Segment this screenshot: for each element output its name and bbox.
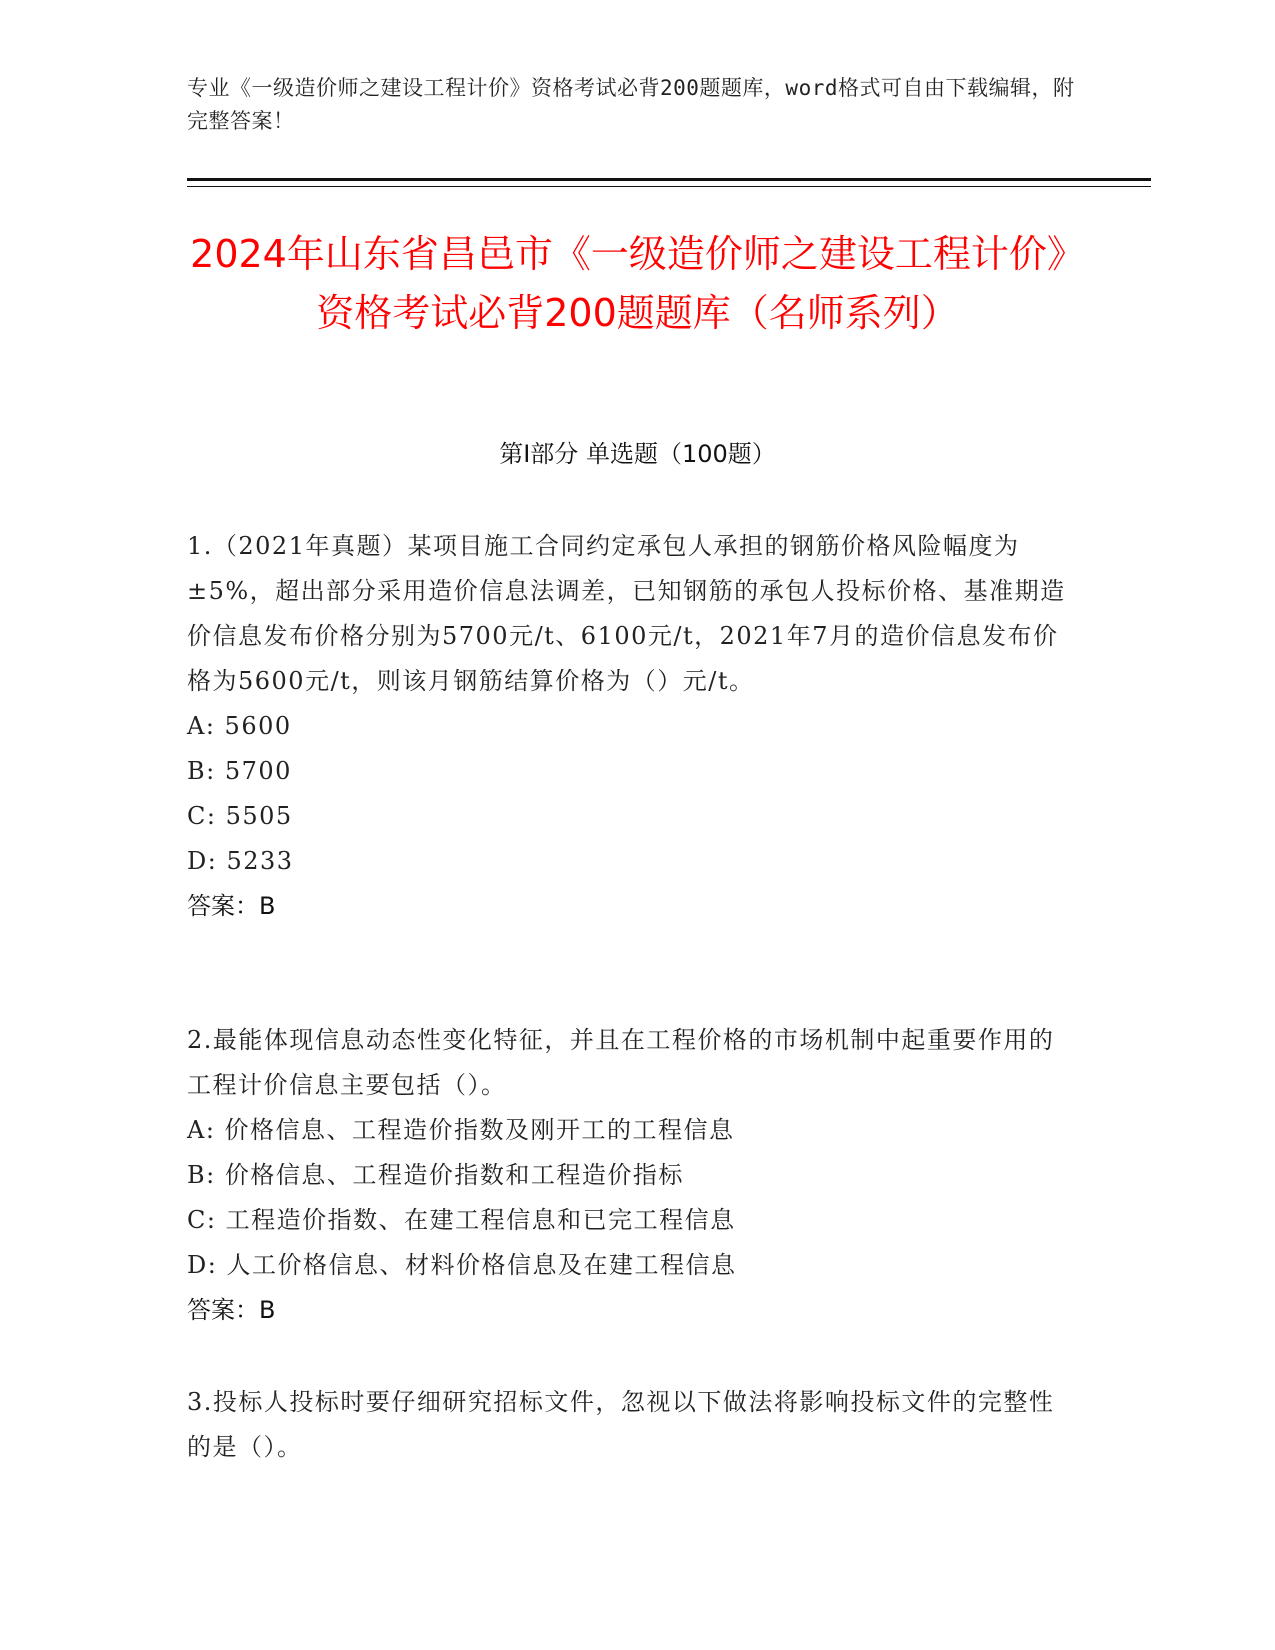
option-c: C: 工程造价指数、在建工程信息和已完工程信息 xyxy=(187,1206,736,1234)
option-a: A: 5600 xyxy=(187,712,292,740)
header-divider-thick xyxy=(187,178,1151,181)
option-d: D: 5233 xyxy=(187,847,294,875)
question-3 xyxy=(187,1380,1067,1470)
section-title: 第I部分 单选题（100题） xyxy=(499,440,776,468)
question-stem: 3.投标人投标时要仔细研究招标文件，忽视以下做法将影响投标文件的完整性的是（）。 xyxy=(187,1388,1055,1461)
question-stem: 1.（2021年真题）某项目施工合同约定承包人承担的钢筋价格风险幅度为±5%，超出部分采用造价信息法调差，已知钢筋的承包人投标价格、基准期造价信息发布价格分别为5700元/t、6100元/t，2021年7月的造价信息发布价格为5600元/t，则该月钢筋结算价格为（）元/t。 xyxy=(187,532,1066,695)
question-1 xyxy=(187,524,1067,929)
option-b: B: 价格信息、工程造价指数和工程造价指标 xyxy=(187,1161,684,1189)
answer-line: 答案：B xyxy=(187,1296,276,1324)
answer-line: 答案：B xyxy=(187,892,276,920)
question-2 xyxy=(187,1018,1067,1333)
option-b: B: 5700 xyxy=(187,757,292,785)
header-divider-thin xyxy=(187,186,1151,187)
option-c: C: 5505 xyxy=(187,802,293,830)
question-stem: 2.最能体现信息动态性变化特征，并且在工程价格的市场机制中起重要作用的工程计价信息主要包括（）。 xyxy=(187,1026,1055,1099)
document-title: 2024年山东省昌邑市《一级造价师之建设工程计价》资格考试必背200题题库（名师系列） xyxy=(190,232,1085,335)
header-note: 专业《一级造价师之建设工程计价》资格考试必背200题题库，word格式可自由下载编辑，附完整答案！ xyxy=(187,76,1075,133)
option-a: A: 价格信息、工程造价指数及刚开工的工程信息 xyxy=(187,1116,735,1144)
option-d: D: 人工价格信息、材料价格信息及在建工程信息 xyxy=(187,1251,737,1279)
